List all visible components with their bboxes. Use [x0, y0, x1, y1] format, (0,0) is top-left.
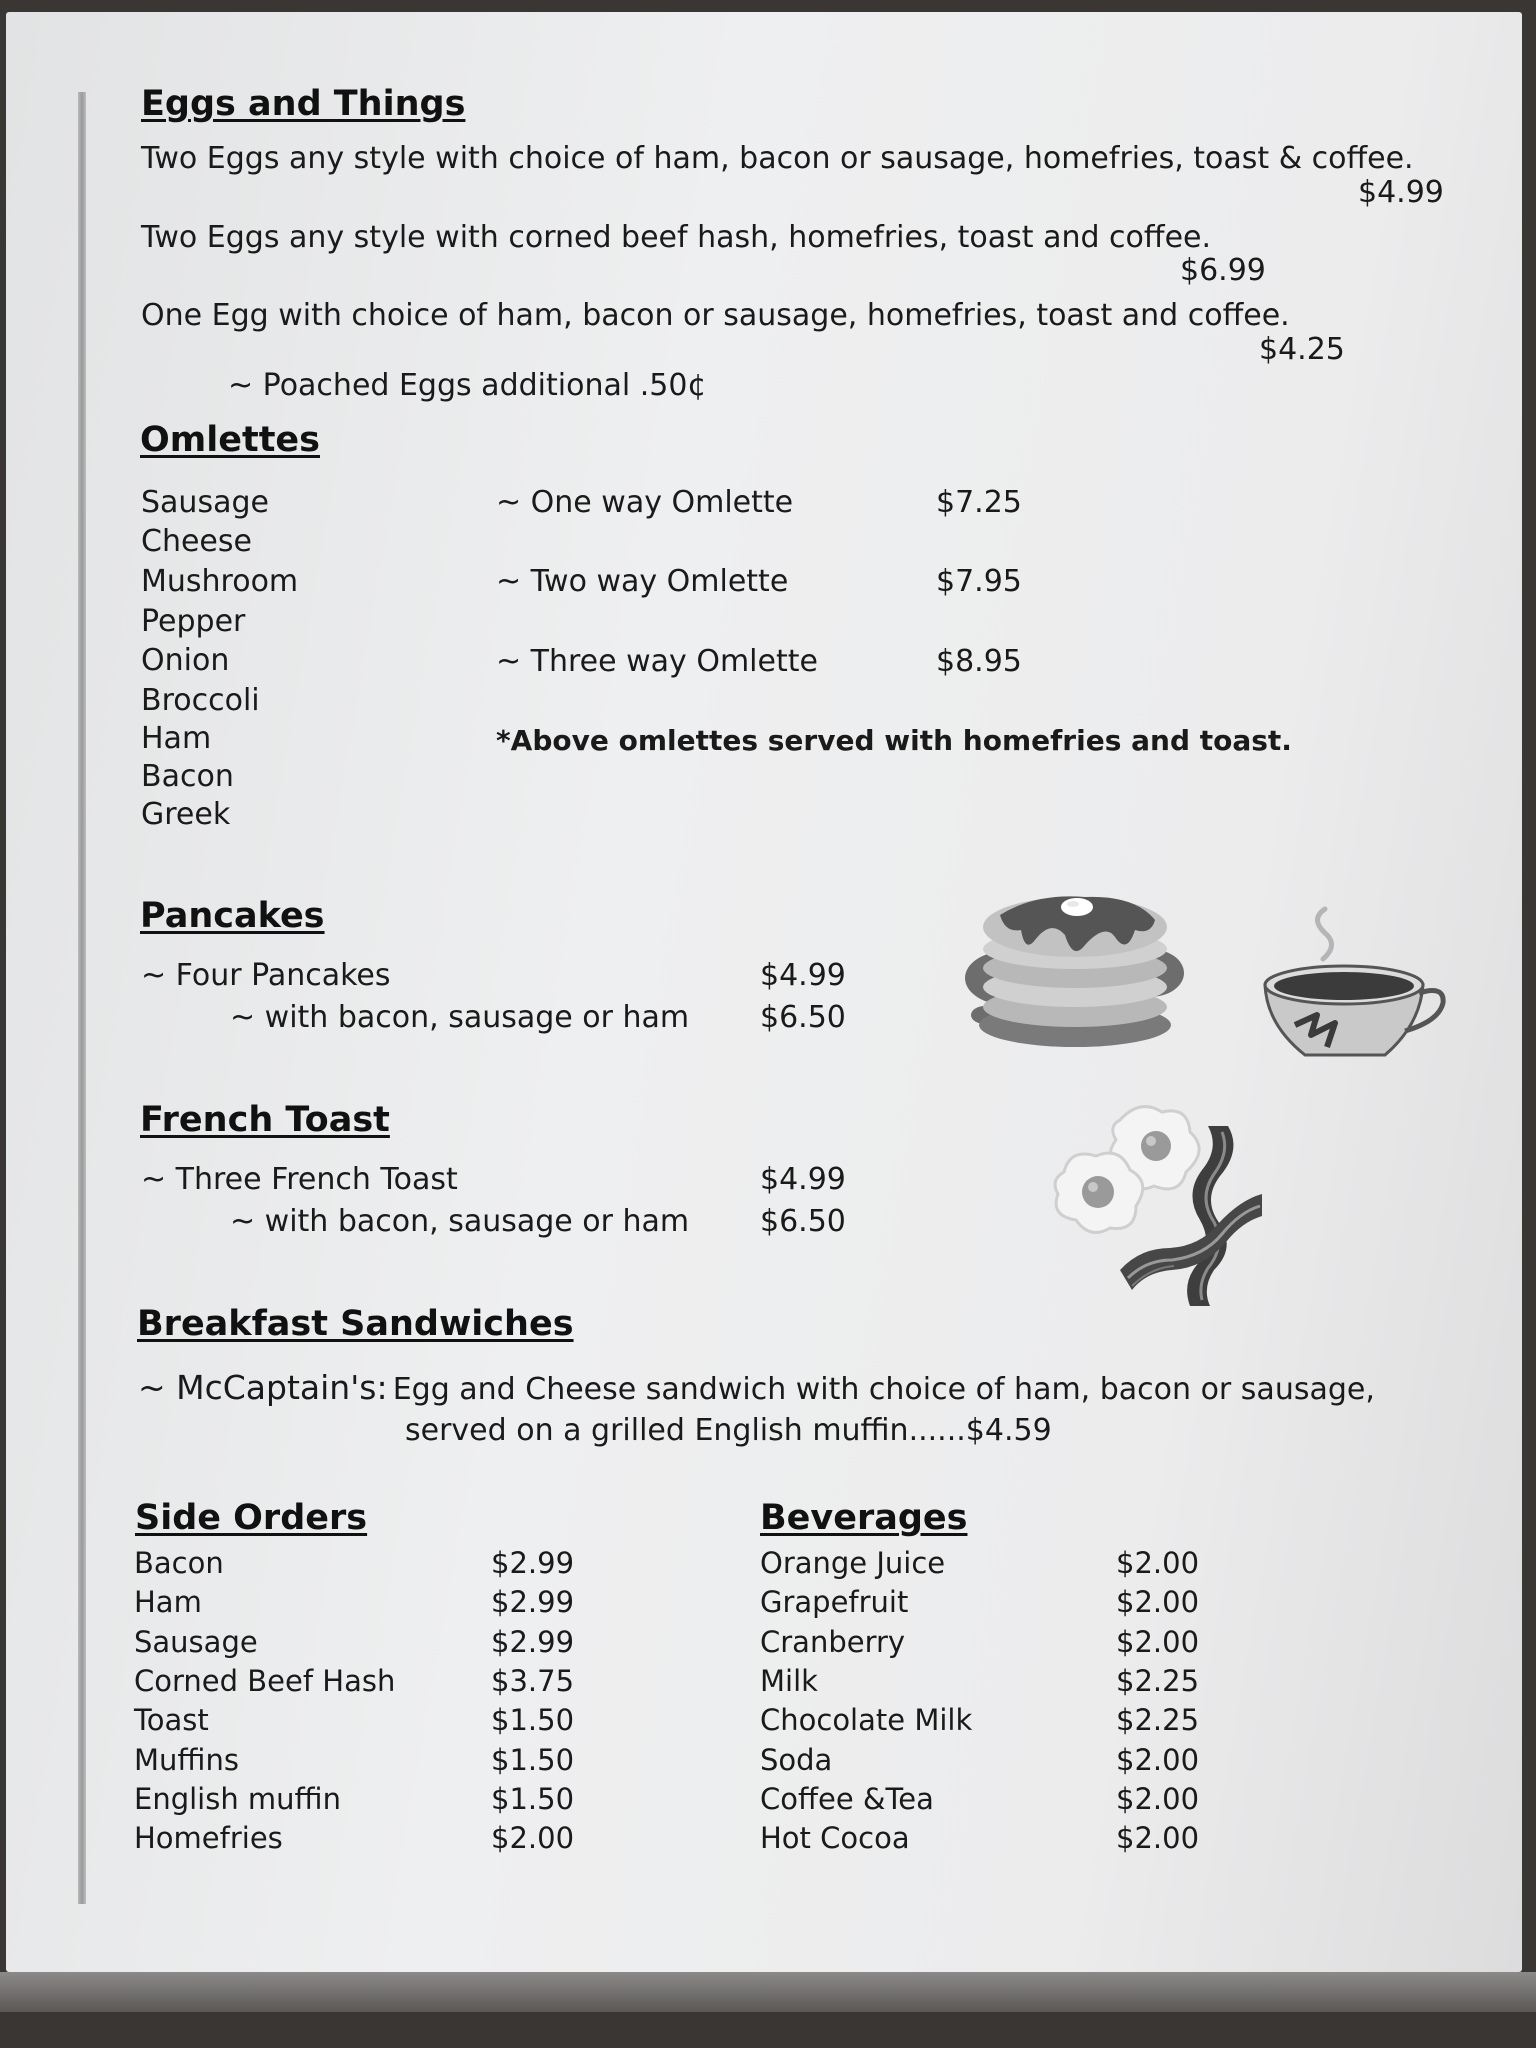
- side-order-name: Ham: [134, 1585, 202, 1620]
- eggs-item-1-text: Two Eggs any style with choice of ham, bacon or sausage, homefries, toast & coffee.: [141, 141, 1414, 176]
- pancakes-item-label: ~ Four Pancakes: [141, 958, 391, 993]
- omelette-served-note: *Above omlettes served with homefries and toast.: [496, 724, 1292, 757]
- beverage-price: $2.00: [1116, 1585, 1200, 1620]
- pancakes-item-label: ~ with bacon, sausage or ham: [230, 1000, 690, 1035]
- eggs-item-3-text: One Egg with choice of ham, bacon or sausage, homefries, toast and coffee.: [141, 298, 1290, 333]
- french-toast-item-price: $6.50: [760, 1204, 846, 1239]
- omelette-filling: Mushroom: [141, 564, 299, 599]
- beverage-price: $2.00: [1116, 1742, 1200, 1777]
- omelette-option-price: $7.95: [936, 564, 1022, 599]
- sandwich-description-line1: [138, 1368, 1375, 1407]
- omelette-option-label: ~ One way Omlette: [496, 485, 794, 520]
- side-order-price: $1.50: [491, 1703, 575, 1738]
- side-order-price: $1.50: [491, 1742, 575, 1777]
- beverage-name: Cranberry: [760, 1624, 906, 1659]
- section-title-sides: Side Orders: [135, 1498, 368, 1538]
- eggs-item-2-text: Two Eggs any style with corned beef hash, homefries, toast and coffee.: [141, 220, 1212, 255]
- section-title-pancakes: Pancakes: [140, 896, 325, 936]
- omelette-filling: Onion: [141, 643, 230, 678]
- beverage-price: $2.25: [1116, 1663, 1200, 1698]
- eggs-item-1-price: $4.99: [1358, 175, 1444, 210]
- side-order-price: $2.99: [491, 1624, 575, 1659]
- beverage-price: $2.00: [1116, 1781, 1200, 1816]
- beverage-price: $2.00: [1116, 1624, 1200, 1659]
- omelette-filling: Sausage: [141, 485, 269, 520]
- omelette-filling: Ham: [141, 721, 212, 756]
- side-order-name: Sausage: [134, 1624, 258, 1659]
- pancake-stack-icon: [955, 875, 1195, 1050]
- beverage-price: $2.00: [1116, 1546, 1200, 1580]
- sandwich-description-line2: served on a grilled English muffin......$4.59: [405, 1413, 1052, 1448]
- beverage-price: $2.25: [1116, 1703, 1200, 1738]
- coffee-cup-icon: [1255, 905, 1450, 1065]
- side-order-price: $2.99: [491, 1585, 575, 1620]
- side-order-price: $2.00: [491, 1821, 575, 1856]
- beverage-name: Chocolate Milk: [760, 1703, 973, 1738]
- section-title-sandwiches: Breakfast Sandwiches: [137, 1304, 574, 1344]
- french-toast-item-label: ~ with bacon, sausage or ham: [230, 1204, 690, 1239]
- left-accent-bar: [78, 92, 86, 1904]
- section-title-beverages: Beverages: [760, 1498, 968, 1538]
- side-order-price: $1.50: [491, 1781, 575, 1816]
- eggs-item-2-price: $6.99: [1180, 253, 1266, 288]
- menu-sleeve-edge: [0, 1972, 1536, 2012]
- omelette-option-label: ~ Two way Omlette: [496, 564, 789, 599]
- omelette-filling: Bacon: [141, 759, 234, 794]
- side-order-name: Muffins: [134, 1742, 239, 1777]
- section-title-omelettes: Omlettes: [140, 420, 320, 460]
- side-order-name: Corned Beef Hash: [134, 1663, 396, 1698]
- beverage-name: Orange Juice: [760, 1546, 946, 1580]
- side-order-price: $2.99: [491, 1546, 575, 1580]
- beverage-price: $2.00: [1116, 1821, 1200, 1856]
- side-order-name: Homefries: [134, 1821, 283, 1856]
- side-order-name: English muffin: [134, 1781, 341, 1816]
- omelette-option-price: $7.25: [936, 485, 1022, 520]
- section-title-eggs: Eggs and Things: [141, 84, 466, 124]
- side-order-name: Toast: [134, 1703, 209, 1738]
- eggs-item-3-price: $4.25: [1259, 332, 1345, 367]
- omelette-filling: Pepper: [141, 604, 246, 639]
- beverage-name: Milk: [760, 1663, 818, 1698]
- beverage-name: Grapefruit: [760, 1585, 909, 1620]
- beverage-name: Soda: [760, 1742, 833, 1777]
- french-toast-item-label: ~ Three French Toast: [141, 1162, 458, 1197]
- omelette-filling: Broccoli: [141, 683, 260, 718]
- omelette-filling: Cheese: [141, 524, 252, 559]
- section-title-french-toast: French Toast: [140, 1100, 390, 1140]
- side-order-price: $3.75: [491, 1663, 575, 1698]
- poached-eggs-note: ~ Poached Eggs additional .50¢: [228, 368, 707, 403]
- bacon-strips-icon: [1110, 1120, 1270, 1310]
- beverage-name: Hot Cocoa: [760, 1821, 910, 1856]
- sandwich-description: Egg and Cheese sandwich with choice of ham, bacon or sausage,: [392, 1372, 1375, 1407]
- french-toast-item-price: $4.99: [760, 1162, 846, 1197]
- beverage-name: Coffee &Tea: [760, 1781, 934, 1816]
- pancakes-item-price: $6.50: [760, 1000, 846, 1035]
- side-order-name: Bacon: [134, 1546, 224, 1580]
- omelette-option-price: $8.95: [936, 644, 1022, 679]
- omelette-filling: Greek: [141, 797, 231, 832]
- pancakes-item-price: $4.99: [760, 958, 846, 993]
- omelette-option-label: ~ Three way Omlette: [496, 644, 818, 679]
- sandwich-name: ~ McCaptain's:: [138, 1368, 388, 1407]
